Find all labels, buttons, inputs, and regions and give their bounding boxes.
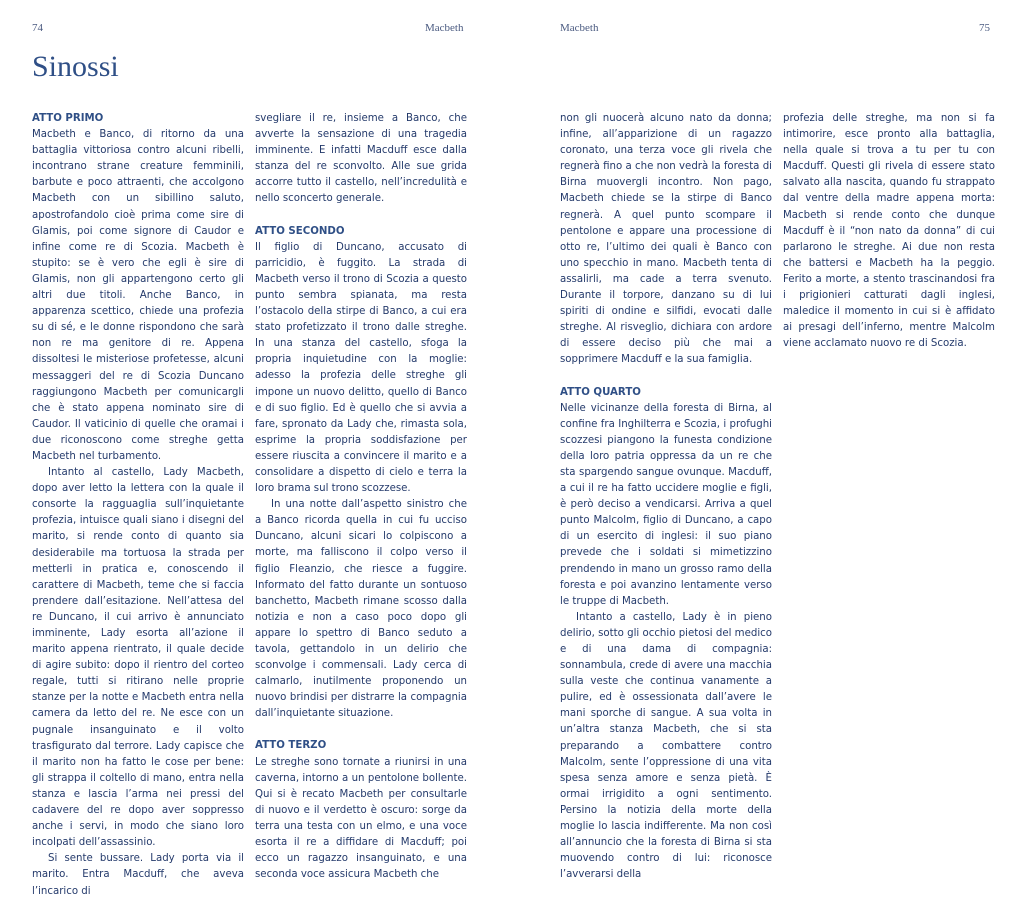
- paragraph: Macbeth e Banco, di ritorno da una battaglia vittoriosa contro alcuni ribelli, incontrano strane creature femminili, barbute e poco attraenti, che accolgono Macbeth con un sibillino saluto, apostrofandolo cioè prima come sire di Glamis, poi come signore di Caudor e infine come re di Scozia. Macbeth è stupito: se è vero che egli è sire di Glamis, non gli appartengono certo gli altri due titoli. Anche Banco, in apparenza scettico, chiede una profezia su di sé, e le donne rispondono che sarà non re ma genitore di re. Appena dissoltesi le misteriose profetesse, alcuni messaggeri del re di Scozia Duncano raggiungono Macbeth per comunicargli che è stato appena nominato sire di Caudor. Il vaticinio di quelle che oramai i due riconoscono come streghe getta Macbeth nel turbamento.: [32, 129, 244, 462]
- paragraph: Si sente bussare. Lady porta via il marito. Entra Macduff, che aveva l’incarico di: [32, 853, 244, 897]
- paragraph: non gli nuocerà alcuno nato da donna; infine, all’apparizione di un ragazzo coronato, una terza voce gli rivela che regnerà fino a che non vedrà la foresta di Birna muovergli incontro. Non pago, Macbeth chiede se la stirpe di Banco regnerà. A quel punto scompare il pentolone e appare una processione di otto re, l’ultimo dei quali è Banco con uno specchio in mano. Macbeth tenta di assalirli, ma cade a terra svenuto. Durante il torpore, danzano su di lui spiriti di ondine e silfidi, evocati dalle streghe. Al risveglio, dichiara con ardore di essere deciso più che mai a sopprimere Macduff e la sua famiglia.: [560, 113, 772, 366]
- paragraph: In una notte dall’aspetto sinistro che a Banco ricorda quella in cui fu ucciso Duncano, alcuni sicari lo colpiscono a morte, ma falliscono il colpo verso il figlio Fleanzio, che riesce a fuggire. Informato del fatto durante un sontuoso banchetto, Macbeth rimane scosso dalla notizia e non a caso poco dopo gli appare lo spettro di Banco seduto a tavola, gettandolo in un delirio che sconvolge i commensali. Lady cerca di calmarlo, inutilmente proponendo un nuovo brindisi per distrarre la compagnia dall’inquietante situazione.: [255, 499, 467, 720]
- left-page-number: 74: [32, 22, 43, 34]
- paragraph: Intanto a castello, Lady è in pieno delirio, sotto gli occhio pietosi del medico e di una dama di compagnia: sonnambula, crede di avere una macchia sulla veste che continua vanamente a pulire, ed è ossessionata dall’avere le mani sporche di sangue. A sua volta in un’altra stanza Macbeth, che si sta preparando a combattere contro Malcolm, sente l’oppressione di una vita spesa senza amore e senza pietà. È ormai irrigidito a ogni sentimento. Persino la notizia della morte della moglie lo lascia indifferente. Ma non così all’annuncio che la foresta di Birna si sta muovendo contro di lui: riconosce l’avverarsi della: [560, 611, 772, 881]
- act-two-heading: ATTO SECONDO: [255, 225, 345, 237]
- right-page-number: 75: [979, 22, 990, 34]
- act-three-heading: ATTO TERZO: [255, 740, 327, 752]
- paragraph: Nelle vicinanze della foresta di Birna, al confine fra Inghilterra e Scozia, i profughi scozzesi piangono la funesta condizione della loro patria oppressa da un re che sta spargendo sangue ovunque. Macduff, a cui il re ha fatto uccidere moglie e figli, è però deciso a vendicarsi. Arriva a quel punto Malcolm, figlio di Duncano, a capo di un esercito di inglesi: il suo piano prevede che i soldati si mimetizzino prendendo in mano un grosso ramo della foresta e poi avanzino lentamente verso le truppe di Macbeth.: [560, 402, 772, 607]
- text-column-2: [255, 111, 467, 883]
- paragraph: Le streghe sono tornate a riunirsi in una caverna, intorno a un pentolone bollente. Qui si è recato Macbeth per consultarle di nuovo e il verdetto è oscuro: sorge da terra una testa con un elmo, e una voce esorta il re a diffidare di Macduff; poi ecco un ragazzo insanguinato, e una seconda voce assicura Macbeth che: [255, 756, 467, 881]
- left-running-head: Macbeth: [425, 22, 464, 34]
- paragraph: Intanto al castello, Lady Macbeth, dopo aver letto la lettera con la quale il consorte la ragguaglia sull’inquietante profezia, intuisce quali siano i disegni del marito, si rende conto di quanto sia desiderabile ma tortuosa la strada per metterli in pratica e, conoscendo il carattere di Macbeth, teme che si faccia prendere dall’esitazione. Nell’attesa del re Duncano, il cui arrivo è annunciato imminente, Lady esorta all’azione il marito appena rientrato, il quale decide di agire subito: dopo il rientro del corteo regale, tutti si ritirano nelle proprie stanze per la notte e Macbeth entra nella camera da letto del re. Ne esce con un pugnale insanguinato e il volto trasfigurato dal terrore. Lady capisce che il marito non ha fatto le cose per bene: gli strappa il coltello di mano, entra nella stanza e lascia l’arma nei pressi del cadavere del re dopo aver soppresso anche i servi, in modo che siano loro incolpati dell’assassinio.: [32, 467, 244, 849]
- text-column-1: [32, 111, 244, 900]
- paragraph: svegliare il re, insieme a Banco, che avverte la sensazione di una tragedia imminente. E infatti Macduff esce dalla stanza del re sconvolto. Alle sue grida accorre tutto il castello, nell’incredulità e nello sconcerto generale.: [255, 113, 467, 205]
- act-one-heading: ATTO PRIMO: [32, 113, 104, 124]
- page-title: Sinossi: [32, 50, 119, 83]
- act-four-heading: ATTO QUARTO: [560, 386, 641, 398]
- paragraph: profezia delle streghe, ma non si fa intimorire, esce pronto alla battaglia, nella quale si trova a tu per tu con Macduff. Questi gli rivela di essere stato salvato alla nascita, quando fu strappato dal ventre della madre appena morta: Macbeth si rende conto che dunque Macduff è il “non nato da donna” di cui parlarono le streghe. Ai due non resta che battersi e Macbeth ha la peggio. Ferito a morte, a stento trascinandosi fra i prigionieri catturati dagli inglesi, maledice il momento in cui si è affidato ai presagi dell’inferno, mentre Malcolm viene acclamato nuovo re di Scozia.: [783, 113, 995, 350]
- right-running-head: Macbeth: [560, 22, 599, 34]
- text-column-4: [783, 111, 995, 352]
- paragraph: Il figlio di Duncano, accusato di parricidio, è fuggito. La strada di Macbeth verso il trono di Scozia a questo punto sembra spianata, ma resta l’ostacolo della stirpe di Banco, a cui era stato profetizzato il trono dalle streghe. In una stanza del castello, sfoga la propria inquietudine con la moglie: adesso la profezia delle streghe gli impone un nuovo delitto, quello di Banco e di suo figlio. Ed è quello che si avvia a fare, spronato da Lady che, rimasta sola, esprime la propria soddisfazione per essere riuscita a convincere il marito e a consolidare a dispetto di cielo e terra la loro brama sul trono scozzese.: [255, 241, 467, 495]
